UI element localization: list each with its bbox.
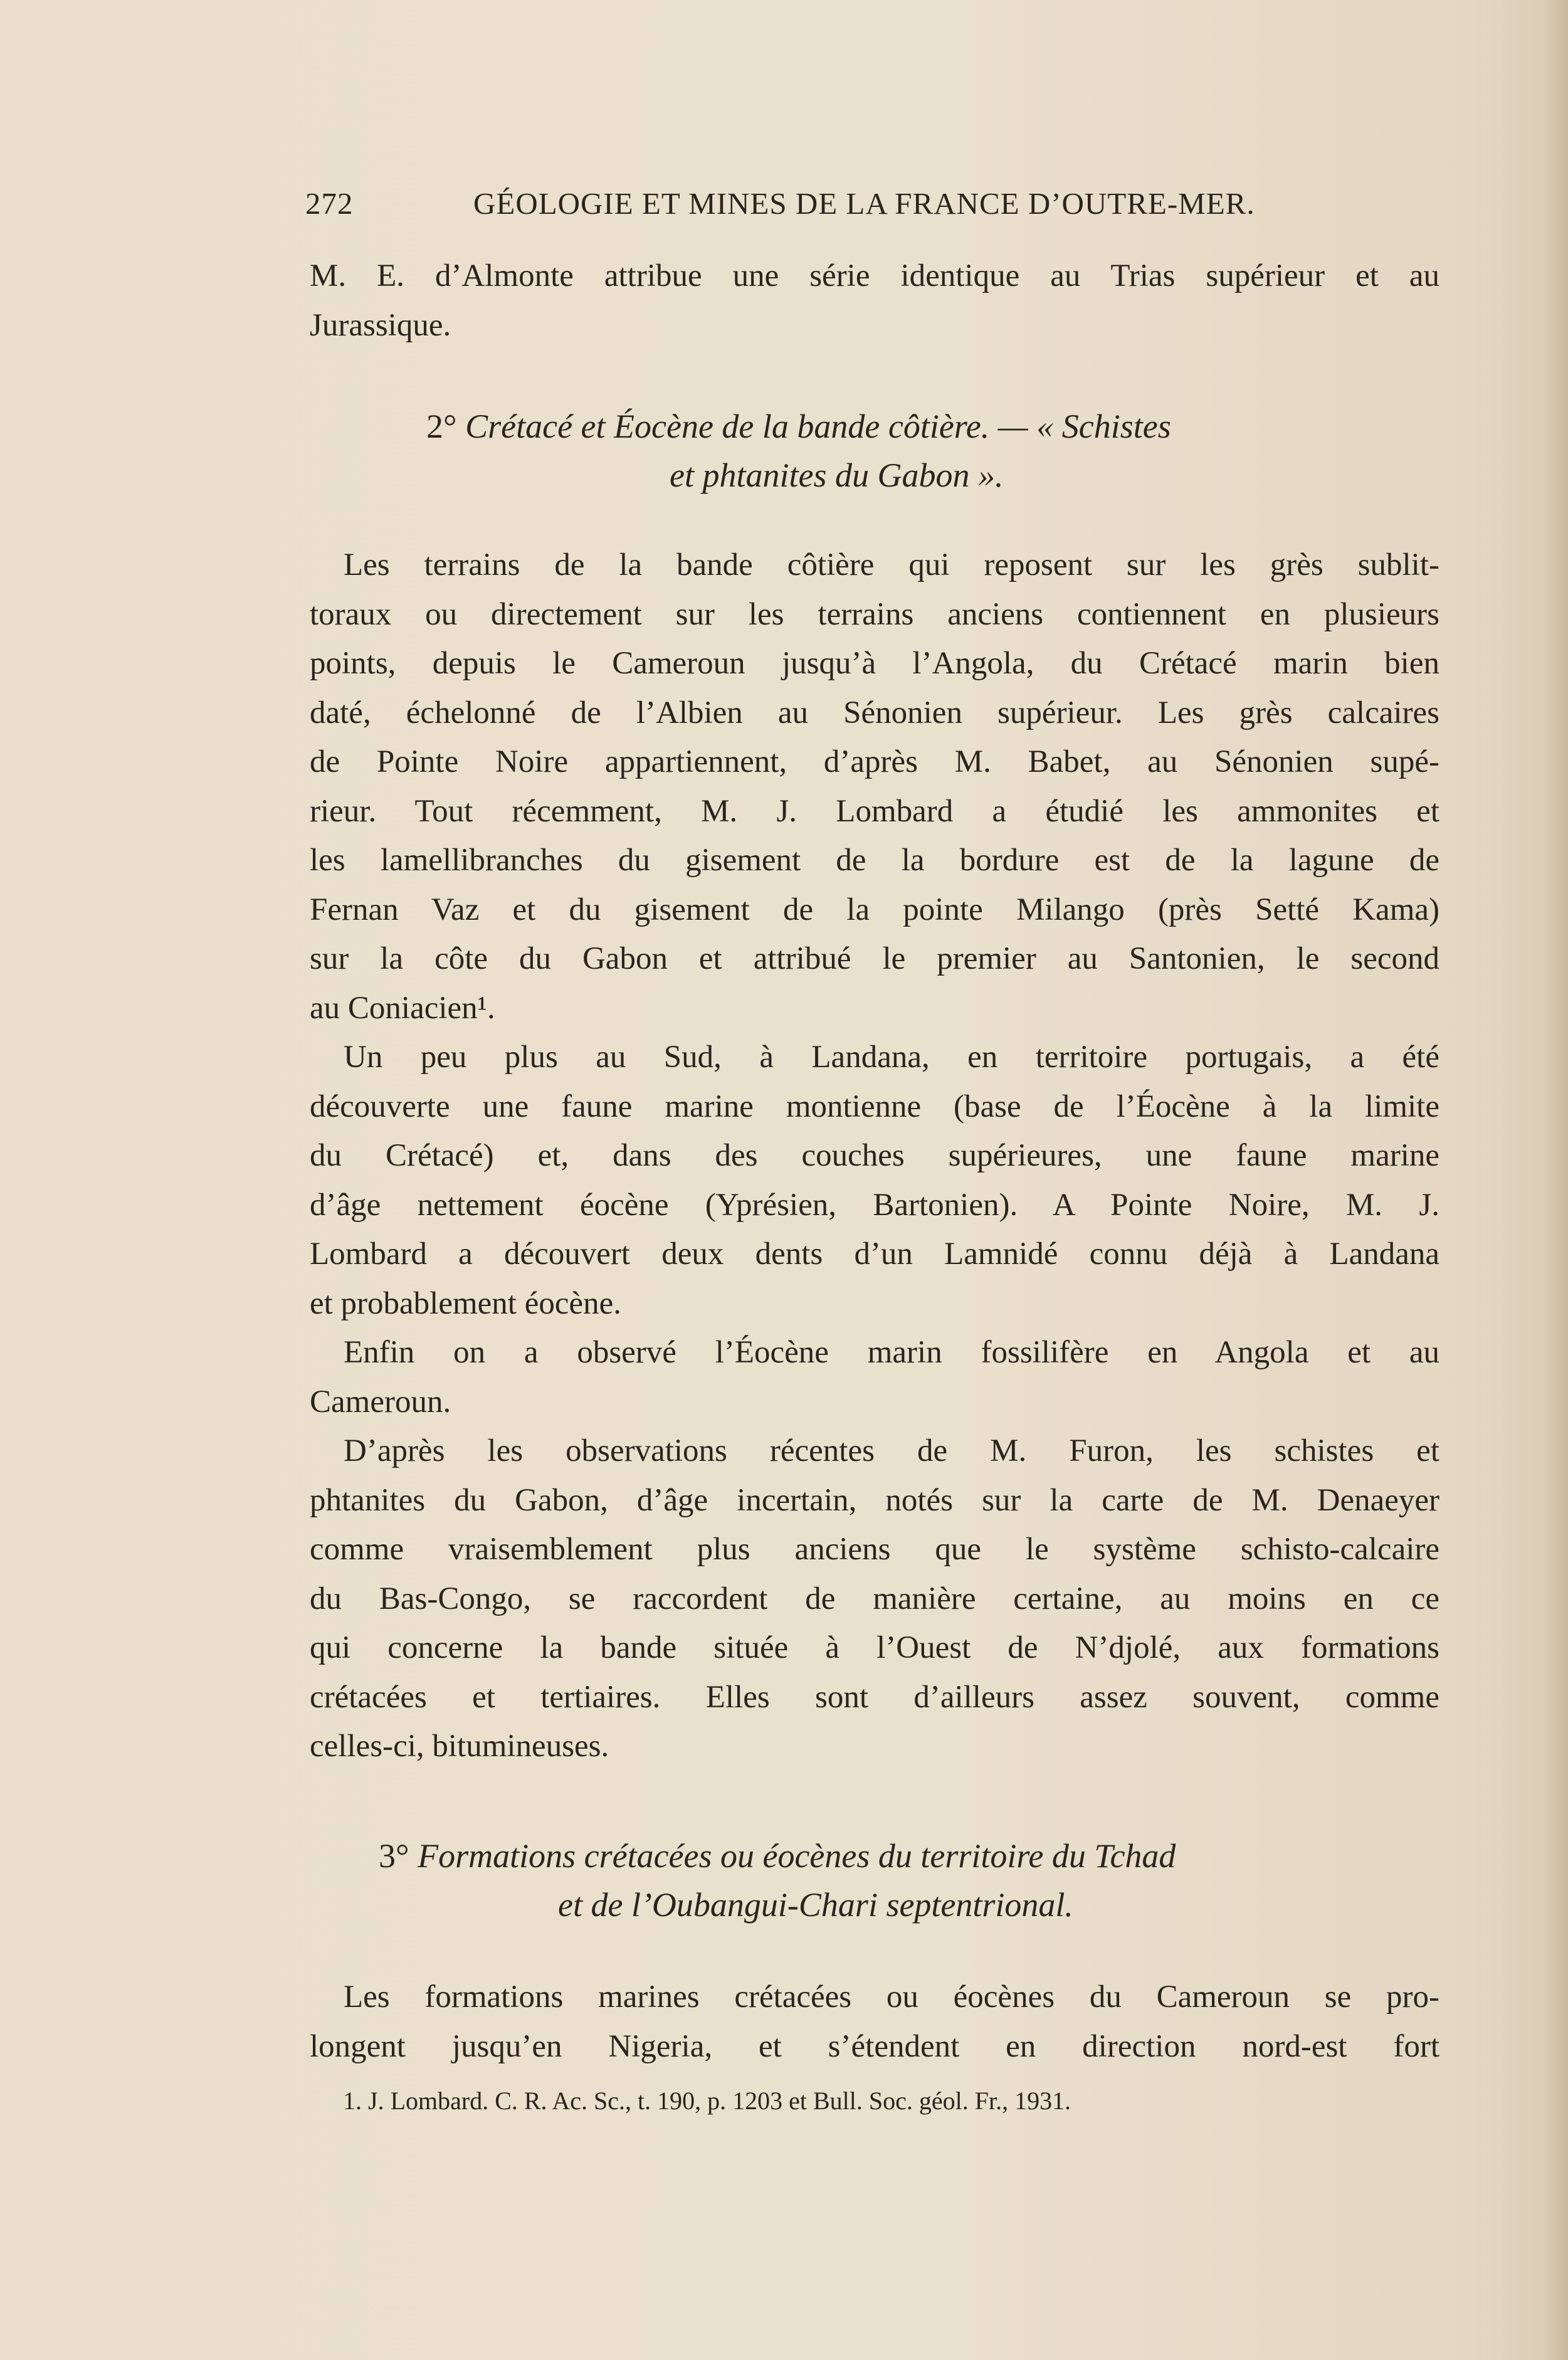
intro-paragraph [310, 251, 1439, 350]
running-title: GÉOLOGIE ET MINES DE LA FRANCE D’OUTRE-MER. [473, 186, 1255, 221]
section-number: 2° [426, 408, 457, 445]
section-number: 3° [379, 1837, 409, 1875]
text-line: phtanites du Gabon, d’âge incertain, notés sur la carte de M. Denaeyer [310, 1482, 1439, 1518]
page-number: 272 [305, 186, 354, 221]
section-3-heading-cont [558, 1880, 1073, 1929]
section-2-heading-cont [670, 451, 1003, 500]
text-line: daté, échelonné de l’Albien au Sénonien supérieur. Les grès calcaires [310, 695, 1439, 730]
body-text-end [310, 1973, 1439, 2071]
text-line: longent jusqu’en Nigeria, et s’étendent en direction nord-est fort [310, 2028, 1439, 2064]
text-line: Un peu plus au Sud, à Landana, en territoire portugais, a été [344, 1040, 1439, 1075]
text-line: celles-ci, bitumineuses. [310, 1729, 609, 1764]
text-line: Cameroun. [310, 1384, 451, 1420]
text-line: rieur. Tout récemment, M. J. Lombard a étudié les ammonites et [310, 793, 1439, 829]
text-line: sur la côte du Gabon et attribué le premier au Santonien, le second [310, 941, 1439, 976]
text-line: et probablement éocène. [310, 1285, 622, 1321]
text-line: comme vraisemblement plus anciens que le système schisto-calcaire [310, 1532, 1439, 1567]
text-line: Jurassique. [310, 307, 451, 343]
text-line: Les formations marines crétacées ou éocènes du Cameroun se pro- [344, 1979, 1439, 2015]
text-line: M. E. d’Almonte attribue une série identique au Trias supérieur et au [310, 258, 1439, 293]
section-3-heading [379, 1831, 1176, 1880]
text-line: au Coniacien¹. [310, 990, 495, 1026]
text-line: découverte une faune marine montienne (base de l’Éocène à la limite [310, 1088, 1439, 1124]
section-2-heading [426, 402, 1171, 451]
text-line: qui concerne la bande située à l’Ouest de N’djolé, aux formations [310, 1630, 1439, 1665]
section-title-line: et de l’Oubangui-Chari septentrional. [558, 1886, 1073, 1924]
section-title-line: et phtanites du Gabon ». [670, 456, 1004, 494]
text-line: d’âge nettement éocène (Yprésien, Bartonien). A Pointe Noire, M. J. [310, 1187, 1439, 1223]
text-line: Les terrains de la bande côtière qui reposent sur les grès sublit- [344, 547, 1439, 582]
text-line: du Bas-Congo, se raccordent de manière certaine, au moins en ce [310, 1581, 1439, 1616]
section-title-line: Formations crétacées ou éocènes du territoire du Tchad [418, 1837, 1176, 1875]
text-line: points, depuis le Cameroun jusqu’à l’Angola, du Crétacé marin bien [310, 646, 1439, 681]
text-line: de Pointe Noire appartiennent, d’après M. Babet, au Sénonien supé- [310, 744, 1439, 779]
body-text [310, 540, 1439, 1771]
text-line: Enfin on a observé l’Éocène marin fossilifère en Angola et au [344, 1335, 1439, 1370]
section-title-line: Crétacé et Éocène de la bande côtière. — « Schistes [465, 408, 1171, 445]
text-line: les lamellibranches du gisement de la bordure est de la lagune de [310, 843, 1439, 878]
text-line: crétacées et tertiaires. Elles sont d’ailleurs assez souvent, comme [310, 1679, 1439, 1715]
text-line: Fernan Vaz et du gisement de la pointe Milango (près Setté Kama) [310, 892, 1439, 927]
text-line: Lombard a découvert deux dents d’un Lamnidé connu déjà à Landana [310, 1236, 1439, 1272]
text-line: toraux ou directement sur les terrains anciens contiennent en plusieurs [310, 596, 1439, 632]
text-line: du Crétacé) et, dans des couches supérieures, une faune marine [310, 1138, 1439, 1173]
text-line: D’après les observations récentes de M. Furon, les schistes et [344, 1433, 1439, 1468]
running-header [305, 186, 1290, 229]
footnote: 1. J. Lombard. C. R. Ac. Sc., t. 190, p. 1203 et Bull. Soc. géol. Fr., 1931. [343, 2087, 1071, 2115]
page-edge-shadow [1543, 0, 1568, 2360]
